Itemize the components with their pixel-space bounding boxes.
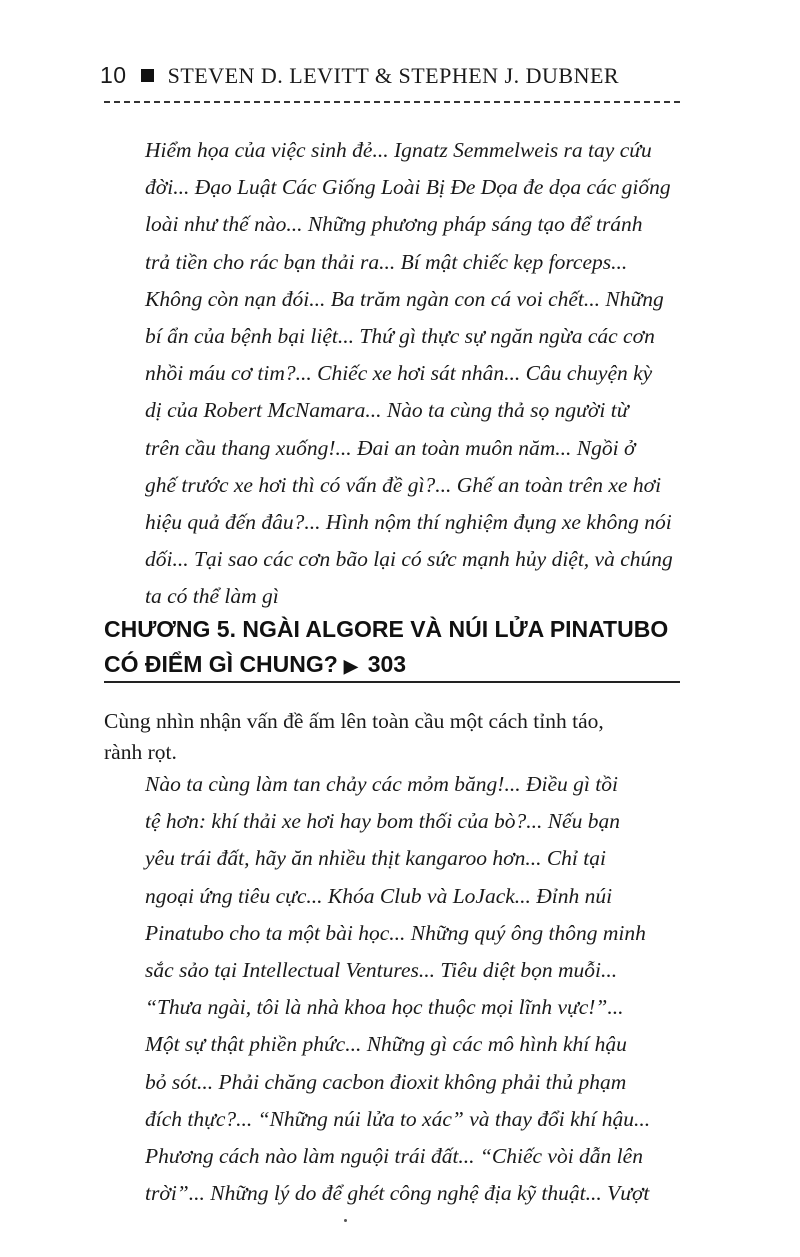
text-line: rành rọt. — [104, 740, 177, 764]
chapter-title-line-2 — [104, 647, 684, 684]
chapter-title-line-1: CHƯƠNG 5. NGÀI ALGORE VÀ NÚI LỬA PINATUBO — [104, 616, 669, 642]
text-line: hiệu quả đến đâu?... Hình nộm thí nghiệm đụng xe không nói — [145, 510, 672, 535]
chapter-5-topic-list — [145, 766, 685, 1212]
text-line: bí ẩn của bệnh bại liệt... Thứ gì thực sự ngăn ngừa các cơn — [145, 324, 655, 349]
text-line: nhồi máu cơ tim?... Chiếc xe hơi sát nhân... Câu chuyện kỳ — [145, 361, 653, 386]
text-line: ghế trước xe hơi thì có vấn đề gì?... Ghế an toàn trên xe hơi — [145, 472, 662, 497]
text-line: Cùng nhìn nhận vấn đề ấm lên toàn cầu một cách tỉnh táo, — [104, 709, 604, 733]
square-bullet-icon — [141, 69, 154, 82]
chapter-summary — [104, 706, 684, 768]
chapter-underline — [104, 681, 680, 683]
page-number: 10 — [100, 62, 127, 88]
chapter-title-text: CÓ ĐIỂM GÌ CHUNG? — [104, 651, 338, 677]
dashed-divider — [104, 101, 680, 103]
chapter-5-heading — [104, 612, 684, 684]
text-line: ngoại ứng tiêu cực... Khóa Club và LoJack... Đỉnh núi — [145, 883, 613, 908]
chapter-page-number: 303 — [367, 651, 407, 677]
text-line: bỏ sót... Phải chăng cacbon đioxit không phải thủ phạm — [145, 1069, 627, 1094]
text-line: Hiểm họa của việc sinh đẻ... Ignatz Semmelweis ra tay cứu — [145, 138, 652, 162]
text-line: đích thực?... “Những núi lửa to xác” và thay đổi khí hậu... — [145, 1106, 651, 1131]
text-line: ta có thể làm gì — [145, 584, 279, 609]
text-line: Pinatubo cho ta một bài học... Những quý ông thông minh — [145, 920, 646, 945]
triangle-right-icon: ▶ — [343, 656, 358, 676]
text-line: sắc sảo tại Intellectual Ventures... Tiêu diệt bọn muỗi... — [145, 958, 618, 983]
text-line: tệ hơn: khí thải xe hơi hay bom thối của bò?... Nếu bạn — [145, 809, 620, 834]
text-line: Phương cách nào làm nguội trái đất... “Chiếc vòi dẫn lên — [145, 1144, 643, 1169]
text-line: trên cầu thang xuống!... Đai an toàn muôn năm... Ngồi ở — [145, 435, 636, 460]
text-line: Không còn nạn đói... Ba trăm ngàn con cá voi chết... Những — [145, 286, 664, 311]
text-line: “Thưa ngài, tôi là nhà khoa học thuộc mọi lĩnh vực!”... — [145, 995, 624, 1020]
text-line: yêu trái đất, hãy ăn nhiều thịt kangaroo hơn... Chỉ tại — [145, 846, 606, 871]
text-line: Nào ta cùng làm tan chảy các mỏm băng!... Điều gì tồi — [145, 772, 618, 796]
text-line: trời”... Những lý do để ghét công nghệ địa kỹ thuật... Vượt — [145, 1181, 650, 1206]
book-authors: STEVEN D. LEVITT & STEPHEN J. DUBNER — [167, 62, 620, 88]
text-line: loài như thế nào... Những phương pháp sáng tạo để tránh — [145, 212, 643, 237]
text-line: trả tiền cho rác bạn thải ra... Bí mật chiếc kẹp forceps... — [145, 249, 628, 274]
text-line: Một sự thật phiền phức... Những gì các mô hình khí hậu — [145, 1032, 627, 1057]
text-line: đời... Đạo Luật Các Giống Loài Bị Đe Dọa đe dọa các giống — [145, 175, 671, 200]
chapter-4-topic-list — [145, 132, 685, 616]
text-line: dị của Robert McNamara... Nào ta cùng thả sọ người từ — [145, 398, 629, 423]
text-line: dối... Tại sao các cơn bão lại có sức mạnh hủy diệt, và chúng — [145, 547, 673, 572]
footer-dot — [344, 1219, 347, 1222]
running-header — [100, 62, 680, 89]
